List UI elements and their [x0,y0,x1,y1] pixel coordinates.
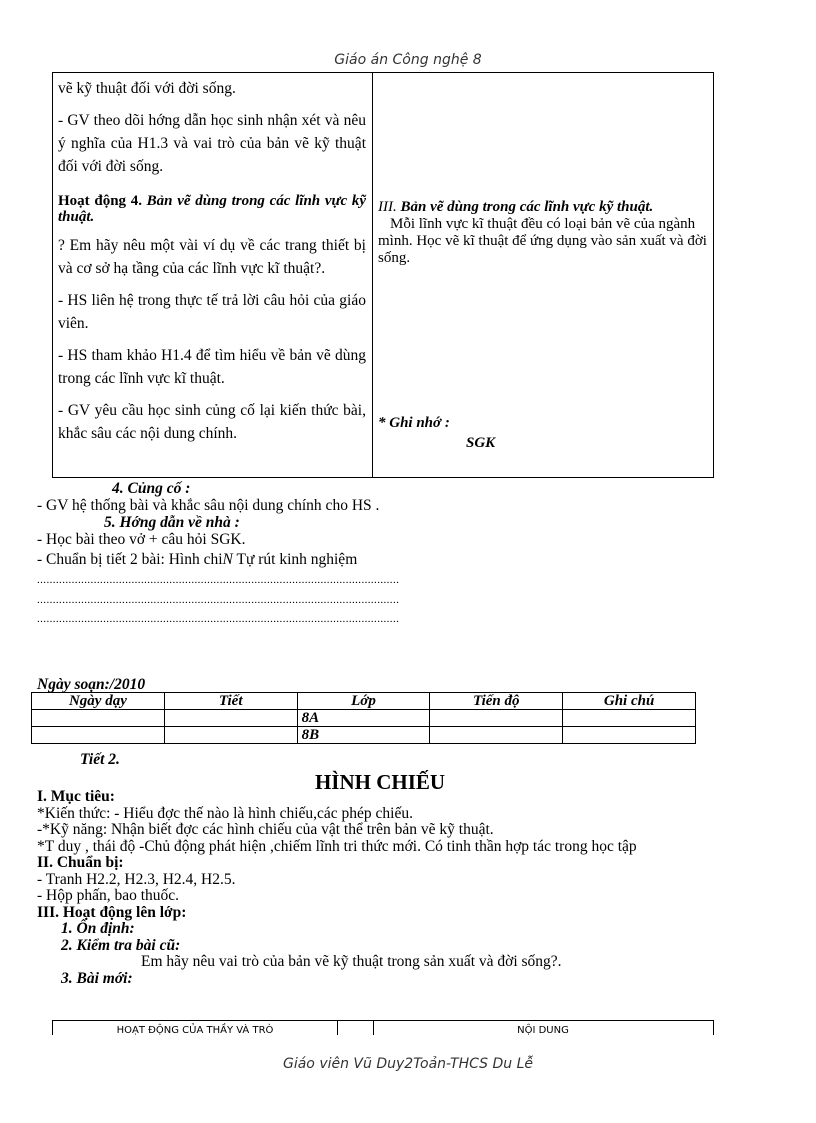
table-cell [164,727,297,744]
activity-text: - HS tham khảo H1.4 để tìm hiểu về bản vẽ dùng trong các lĩnh vực kĩ thuật. [58,347,366,387]
step-heading: 2. Kiểm tra bài cũ: [61,936,181,954]
section-title: Bản vẽ dùng trong các lĩnh vực kỹ thuật. [396,199,654,215]
column-divider [337,1021,338,1035]
page-footer: Giáo viên Vũ Duy2Toản-THCS Du Lễ [282,1056,534,1072]
remember-label: * Ghi nhớ : [378,415,450,431]
class-cell: 8A [297,710,430,727]
lesson-title: HÌNH CHIẾU [314,770,446,794]
table-header-row [32,693,696,710]
column-header: HOẠT ĐỘNG CỦA THẦY VÀ TRÒ [116,1025,274,1035]
schedule-table [31,692,696,744]
homework-item: - Học bài theo vở + câu hỏi SGK. [37,531,246,548]
objective-item: -*Kỹ năng: Nhận biết đợc các hình chiếu của vật thể trên bản vẽ kỹ thuật. [37,821,494,838]
homework-item-text: - Chuẩn bị tiết 2 bài: Hình chi [37,551,223,568]
step-heading: 1. Ổn định: [61,920,135,937]
activity-text: - GV theo dõi hớng dẫn học sinh nhận xét và nêu ý nghĩa của H1.3 và vai trò của bản vẽ kỹ thuật đối với đời sống. [58,112,366,175]
section-number: III. [378,199,397,215]
section-text: Mỗi lĩnh vực kĩ thuật đều có loại bản vẽ của ngành mình. Học vẽ kĩ thuật để ứng dụng vào sản xuất và đời sống. [378,216,707,266]
lesson-number: Tiết 2. [80,751,120,768]
objective-item: *T duy , thái độ -Chủ động phát hiện ,chiếm lĩnh tri thức mới. Có tinh thần hợp tác trong học tập [37,837,637,855]
objective-item: *Kiến thức: - Hiểu đợc thế nào là hình chiếu,các phép chiếu. [37,804,413,822]
activity-label: Hoạt động 4. [58,193,142,209]
activities-table-header [52,1020,714,1035]
section-heading: II. Chuẩn bị: [37,854,124,871]
table-header: Lớp [297,693,430,710]
table-cell [32,727,165,744]
step-heading: 3. Bài mới: [61,969,133,987]
activity-text: - GV yêu cầu học sinh củng cố lại kiến thức bài, khắc sâu các nội dung chính. [58,402,366,442]
content-section-3 [378,199,708,267]
dotted-line: ................................................................................................................... [37,574,400,586]
section-heading: I. Mục tiêu: [37,788,115,805]
column-header: NỘI DUNG [517,1025,569,1035]
remember-note [378,413,708,453]
consolidation-heading: 4. Củng cố : [112,480,191,497]
activity-text: - HS liên hệ trong thực tế trả lời câu hỏi của giáo viên. [58,292,366,332]
table-row [32,727,696,744]
activity-title: Bản vẽ dùng trong các lĩnh vực kỹ thuật. [58,193,366,225]
homework-item [37,551,357,569]
column-divider [372,73,373,477]
table-cell [32,710,165,727]
homework-item-mark: N [222,551,233,568]
homework-heading: 5. Hớng dẫn về nhà : [104,514,240,531]
table-header: Ghi chú [563,693,696,710]
lesson-body [37,789,717,987]
dotted-line: ................................................................................................................... [37,613,400,625]
lesson-table [52,72,714,478]
activity-text: ? Em hãy nêu một vài ví dụ về các trang thiết bị và cơ sở hạ tầng của các lĩnh vực kĩ thuật?. [58,237,366,277]
table-cell [430,710,563,727]
activity-heading [58,193,366,225]
preparation-date: Ngày soạn:/2010 [37,676,146,693]
class-cell: 8B [297,727,430,744]
teacher-student-activity-column [58,77,366,454]
table-header: Tiến độ [430,693,563,710]
consolidation-text: - GV hệ thống bài và khắc sâu nội dung chính cho HS . [37,497,380,514]
review-question: Em hãy nêu vai trò của bản vẽ kỹ thuật trong sản xuất và đời sống?. [141,953,562,970]
activity-text: vẽ kỹ thuật đối với đời sống. [58,80,236,97]
preparation-item: - Tranh H2.2, H2.3, H2.4, H2.5. [37,870,236,888]
table-row [32,710,696,727]
table-header: Tiết [164,693,297,710]
remember-value: SGK [466,435,496,451]
table-cell [164,710,297,727]
table-cell [563,710,696,727]
homework-item-note: Tự rút kinh nghiệm [232,551,358,568]
section-heading: III. Hoạt động lên lớp: [37,903,187,921]
table-cell [430,727,563,744]
preparation-item: - Hộp phấn, bao thuốc. [37,887,180,904]
table-cell [563,727,696,744]
dotted-line: ................................................................................................................... [37,594,400,606]
page-header: Giáo án Công nghệ 8 [334,52,482,68]
table-header: Ngày dạy [32,693,165,710]
